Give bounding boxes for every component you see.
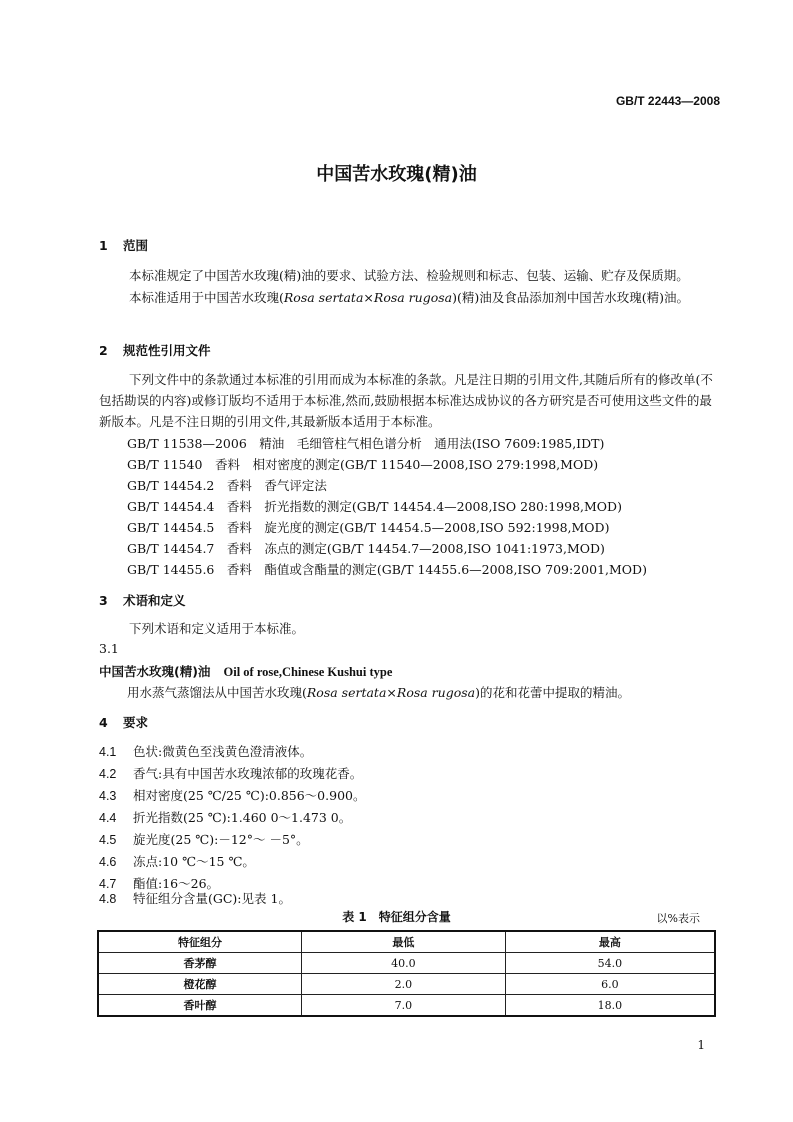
text-segment: × [386,685,397,700]
requirement-text: 香气:具有中国苦水玫瑰浓郁的玫瑰花香。 [133,766,363,781]
table-cell: 香茅醇 [98,953,302,974]
table-cell: 香叶醇 [98,995,302,1017]
scope-paragraph-1: 本标准规定了中国苦水玫瑰(精)油的要求、试验方法、检验规则和标志、包装、运输、贮存及保质期。 [129,268,689,283]
document-title: 中国苦水玫瑰(精)油 [316,164,477,185]
requirement-text: 特征组分含量(GC):见表 1。 [133,891,291,906]
scope-paragraph-2 [99,287,721,308]
table-cell: 7.0 [302,995,506,1017]
term-heading [99,662,392,680]
clause-number: 4.4 [99,811,117,825]
section-number: 2 [99,343,108,358]
requirement-text: 色状:微黄色至浅黄色澄清液体。 [133,744,313,759]
requirement-item [99,808,351,826]
table-row [98,974,715,995]
reference-item: GB/T 14454.5 香料 旋光度的测定(GB/T 14454.5—2008,ISO 592:1998,MOD) [127,520,610,535]
table-cell: 18.0 [505,995,715,1017]
text-segment: 用水蒸气蒸馏法从中国苦水玫瑰( [127,685,307,700]
table-cell: 橙花醇 [98,974,302,995]
column-header: 特征组分 [98,931,302,953]
section-1-heading [99,236,148,254]
text-segment: 本标准适用于中国苦水玫瑰( [129,290,284,305]
requirement-text: 折光指数(25 ℃):1.460 0～1.473 0。 [133,810,352,825]
clause-number: 4.7 [99,877,117,891]
requirement-text: 冻点:10 ℃～15 ℃。 [133,854,255,869]
reference-item: GB/T 14454.2 香料 香气评定法 [127,478,327,493]
table-cell: 2.0 [302,974,506,995]
requirement-text: 旋光度(25 ℃):－12°～ －5°。 [133,832,309,847]
subsection-number [99,641,119,656]
reference-item: GB/T 14454.7 香料 冻点的测定(GB/T 14454.7—2008,ISO 1041:1973,MOD) [127,541,605,556]
standard-code: GB/T 22443—2008 [615,94,720,108]
section-2-heading [99,341,211,359]
section-title: 范围 [123,238,149,253]
clause-number: 4.5 [99,833,117,847]
requirement-item [99,764,362,782]
table-header-row [98,931,715,953]
latin-name: Rosa sertata [283,290,364,305]
clause-number: 4.8 [99,892,117,906]
requirement-text: 酯值:16～26。 [133,876,220,891]
text-segment: )的花和花蕾中提取的精油。 [475,685,630,700]
column-header: 最低 [302,931,506,953]
reference-item: GB/T 11540 香料 相对密度的测定(GB/T 11540—2008,ISO 279:1998,MOD) [127,457,599,472]
section-4-heading [99,713,148,731]
reference-item: GB/T 14454.4 香料 折光指数的测定(GB/T 14454.4—2008,ISO 280:1998,MOD) [127,499,622,514]
text-segment: × [363,290,374,305]
column-header: 最高 [505,931,715,953]
section-number: 1 [99,238,108,253]
term-chinese: 中国苦水玫瑰(精)油 [99,664,211,679]
requirement-item [99,889,291,907]
terms-paragraph: 下列术语和定义适用于本标准。 [129,621,305,636]
section-number: 3 [99,593,108,608]
table-row [98,995,715,1017]
section-number: 4 [99,715,108,730]
table-cell: 40.0 [302,953,506,974]
table-unit-note: 以%表示 [656,912,700,925]
text-segment: )(精)油及食品添加剂中国苦水玫瑰(精)油。 [452,290,689,305]
clause-number: 4.3 [99,789,117,803]
table-caption: 表 1 特征组分含量 [342,910,451,924]
clause-number: 4.2 [99,767,117,781]
term-english: Oil of rose,Chinese Kushui type [223,665,393,679]
requirement-text: 相对密度(25 ℃/25 ℃):0.856～0.900。 [133,788,366,803]
section-title: 术语和定义 [123,593,186,608]
requirement-item [99,852,255,870]
clause-number: 3.1 [99,641,119,656]
table-row [98,953,715,974]
reference-item: GB/T 14455.6 香料 酯值或含酯量的测定(GB/T 14455.6—2008,ISO 709:2001,MOD) [127,562,647,577]
normative-references-paragraph: 下列文件中的条款通过本标准的引用而成为本标准的条款。凡是注日期的引用文件,其随后所有的修改单(不包括勘误的内容)或修订版均不适用于本标准,然而,鼓励根据本标准达成协议的各方研究是否可使用这些文件的最新版本。凡是不注日期的引用文件,其最新版本适用于本标准。 [99,372,713,429]
term-definition [127,683,630,701]
latin-name: Rosa sertata [306,685,387,700]
requirement-item [99,742,312,760]
requirement-item [99,830,309,848]
table-cell: 54.0 [505,953,715,974]
section-3-heading [99,591,186,609]
section-title: 规范性引用文件 [123,343,211,358]
latin-name: Rosa rugosa [396,685,476,700]
page-number: 1 [697,1038,705,1052]
latin-name: Rosa rugosa [373,290,453,305]
requirement-item [99,786,365,804]
characteristic-components-table [97,930,716,1017]
table-cell: 6.0 [505,974,715,995]
clause-number: 4.6 [99,855,117,869]
reference-item: GB/T 11538—2006 精油 毛细管柱气相色谱分析 通用法(ISO 7609:1985,IDT) [127,436,605,451]
section-title: 要求 [123,715,149,730]
clause-number: 4.1 [99,745,117,759]
